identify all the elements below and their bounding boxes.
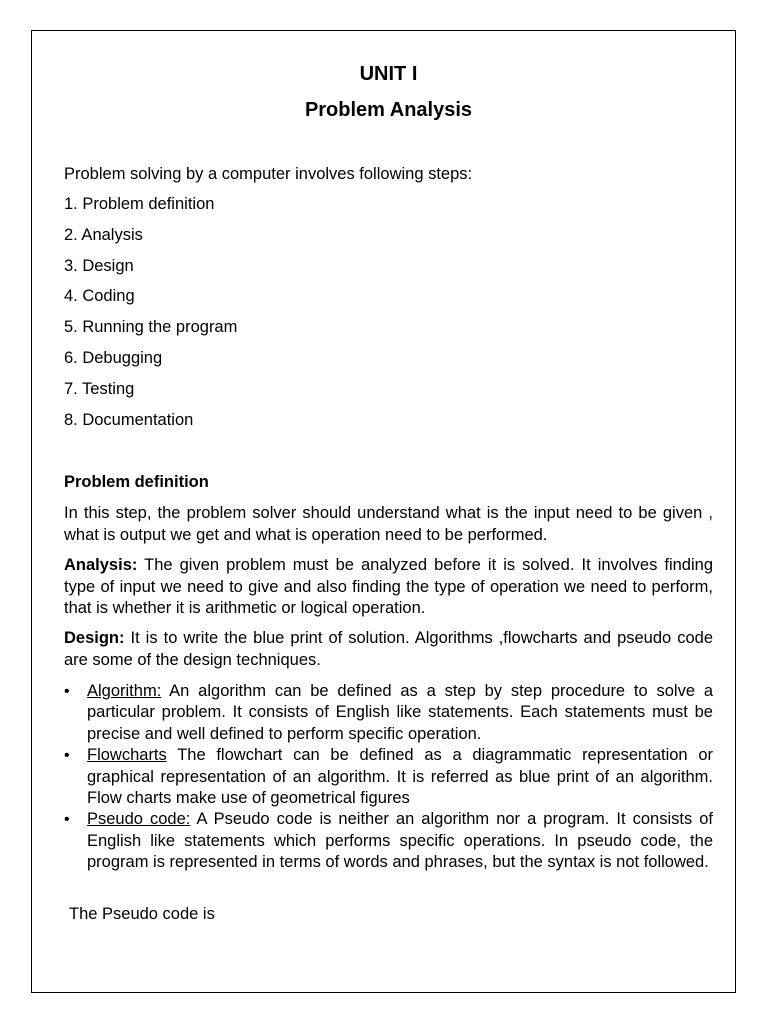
technique-term: Algorithm: <box>87 682 162 700</box>
step-item: 3. Design <box>64 256 134 275</box>
step-item: 1. Problem definition <box>64 195 215 213</box>
technique-text: The flowchart can be defined as a diagrammatic representation or graphical representation of an algorithm. It is referred as blue print of an algorithm. Flow charts make use of geometrical figures <box>87 746 713 808</box>
bullet-icon: • <box>64 747 70 765</box>
unit-subtitle: Problem Analysis <box>304 99 473 121</box>
steps-list <box>64 194 237 440</box>
unit-title: UNIT I <box>359 63 418 85</box>
analysis-paragraph <box>64 555 713 620</box>
design-paragraph <box>64 628 713 671</box>
technique-term: Pseudo code: <box>87 810 191 829</box>
design-techniques-list <box>64 681 713 874</box>
design-text: It is to write the blue print of solution. Algorithms ,flowcharts and pseudo code are some of the design techniques. <box>64 629 713 669</box>
step-item: 6. Debugging <box>64 348 163 367</box>
technique-item-algorithm <box>64 681 713 745</box>
analysis-label: Analysis: <box>64 556 138 574</box>
step-item: 8. Documentation <box>64 410 194 429</box>
problem-definition-heading: Problem definition <box>64 473 209 491</box>
step-item: 2. Analysis <box>64 225 143 244</box>
problem-definition-paragraph: In this step, the problem solver should understand what is the input need to be given , what is output we get and what is operation need to be performed. <box>64 504 713 544</box>
bullet-icon: • <box>64 811 70 829</box>
closing-text: The Pseudo code is <box>69 905 215 923</box>
step-item: 7. Testing <box>64 379 135 398</box>
technique-text: An algorithm can be defined as a step by step procedure to solve a particular problem. It consists of English like statements. Each statements must be precise and well defined to perform specific operation. <box>87 682 713 743</box>
bullet-icon: • <box>64 683 70 700</box>
technique-term: Flowcharts <box>87 746 167 765</box>
technique-text: A Pseudo code is neither an algorithm nor a program. It consists of English like statements which performs specific operations. In pseudo code, the program is represented in terms of words and phrases, but the syntax is not followed. <box>87 810 713 872</box>
technique-item-flowcharts <box>64 745 713 809</box>
design-label: Design: <box>64 629 125 647</box>
intro-text: Problem solving by a computer involves following steps: <box>64 165 473 183</box>
step-item: 5. Running the program <box>64 318 238 337</box>
step-item: 4. Coding <box>64 287 135 306</box>
analysis-text: The given problem must be analyzed before it is solved. It involves finding type of input we need to give and also finding the type of operation we need to perform, that is whether it is arithmetic or logical operation. <box>64 556 713 617</box>
technique-item-pseudo-code <box>64 809 713 873</box>
